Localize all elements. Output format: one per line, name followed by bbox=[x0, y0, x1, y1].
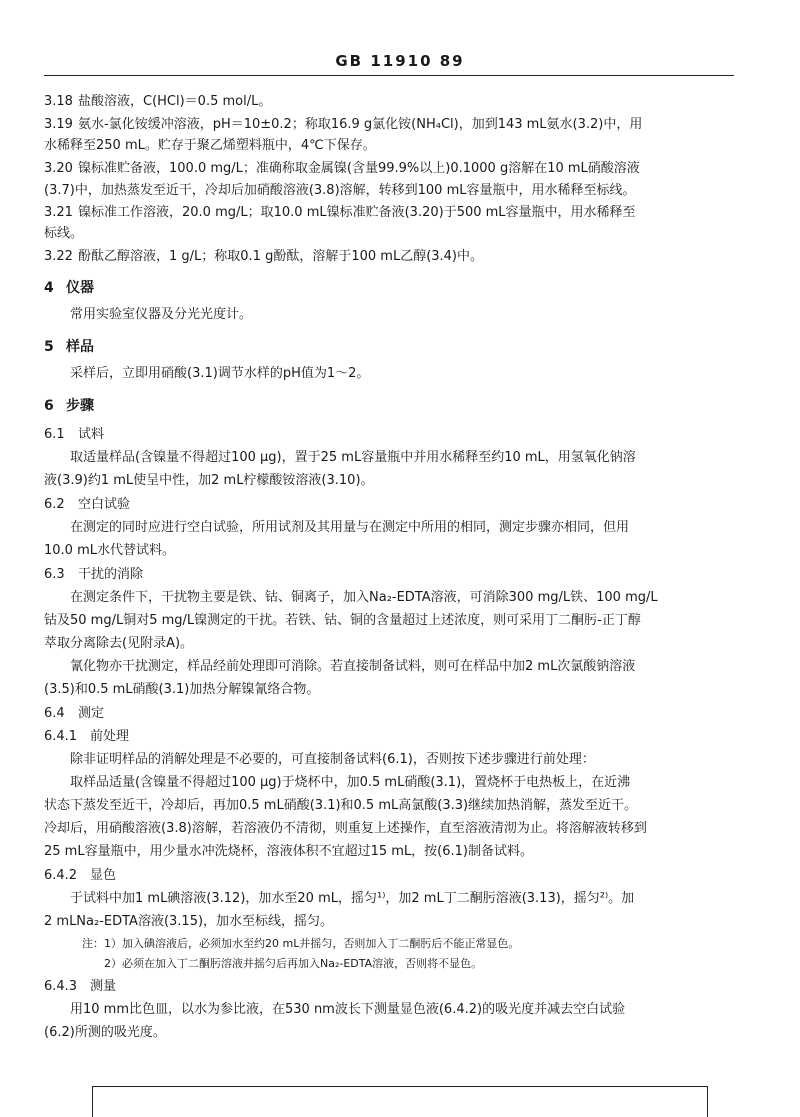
section-4-body: 常用实验室仪器及分光光度计。 bbox=[70, 307, 253, 322]
subsection-6-3-line: 在测定条件下，干扰物主要是铁、钴、铜离子，加入Na₂-EDTA溶液，可消除300 mg/L铁、100 mg/L bbox=[70, 590, 658, 605]
subsection-6-4-2-line: 2 mLNa₂-EDTA溶液(3.15)，加水至标线，摇匀。 bbox=[44, 914, 334, 929]
reagent-3-18: 3.18 盐酸溶液，C(HCl)＝0.5 mol/L。 bbox=[44, 94, 272, 109]
page-header: GB 11910 89 bbox=[335, 52, 465, 70]
subsection-6-2-heading: 6.2 空白试验 bbox=[44, 497, 131, 512]
subsection-6-3-line: (3.5)和0.5 mL硝酸(3.1)加热分解镍氰络合物。 bbox=[44, 682, 320, 697]
section-6-heading: 6 步骤 bbox=[44, 398, 94, 414]
subsection-6-2-line: 在测定的同时应进行空白试验，所用试剂及其用量与在测定中所用的相同，测定步骤亦相同，但用 bbox=[70, 520, 630, 535]
subsection-6-4-3-heading: 6.4.3 测量 bbox=[44, 979, 117, 994]
subsection-6-3-line: 钴及50 mg/L铜对5 mg/L镍测定的干扰。若铁、钴、铜的含量超过上述浓度，则可采用丁二酮肟-正丁醇 bbox=[44, 613, 641, 628]
section-4-heading: 4 仪器 bbox=[44, 280, 94, 296]
subsection-6-3-heading: 6.3 干扰的消除 bbox=[44, 567, 144, 582]
subsection-6-4-1-heading: 6.4.1 前处理 bbox=[44, 729, 130, 744]
subsection-6-4-1-line: 除非证明样品的消解处理是不必要的，可直接制备试料(6.1)，否则按下述步骤进行前处理： bbox=[70, 752, 595, 767]
reagent-3-21-cont: 标线。 bbox=[44, 226, 84, 241]
subsection-6-4-2-line: 于试料中加1 mL碘溶液(3.12)，加水至20 mL，摇匀¹⁾，加2 mL丁二酮肟溶液(3.13)，摇匀²⁾。加 bbox=[70, 891, 635, 906]
subsection-6-1-heading: 6.1 试料 bbox=[44, 427, 105, 442]
section-5-body: 采样后，立即用硝酸(3.1)调节水样的pH值为1～2。 bbox=[70, 366, 370, 381]
subsection-6-1-line: 液(3.9)约1 mL使呈中性，加2 mL柠檬酸铵溶液(3.10)。 bbox=[44, 473, 374, 488]
reagent-3-19: 3.19 氨水-氯化铵缓冲溶液，pH＝10±0.2；称取16.9 g氯化铵(NH₄Cl)，加到143 mL氨水(3.2)中，用 bbox=[44, 117, 643, 132]
section-5-heading: 5 样品 bbox=[44, 339, 94, 355]
reagent-3-20: 3.20 镍标准贮备液，100.0 mg/L；准确称取金属镍(含量99.9%以上)0.1000 g溶解在10 mL硝酸溶液 bbox=[44, 161, 640, 176]
subsection-6-3-line: 氰化物亦干扰测定，样品经前处理即可消除。若直接制备试料，则可在样品中加2 mL次氯酸钠溶液 bbox=[70, 659, 636, 674]
subsection-6-4-2-heading: 6.4.2 显色 bbox=[44, 868, 117, 883]
header-rule bbox=[44, 75, 734, 76]
subsection-6-4-1-line: 25 mL容量瓶中，用少量水冲洗烧杯，溶液体积不宜超过15 mL，按(6.1)制备试料。 bbox=[44, 844, 533, 859]
subsection-6-4-1-line: 状态下蒸发至近干，冷却后，再加0.5 mL硝酸(3.1)和0.5 mL高氯酸(3.3)继续加热消解，蒸发至近干。 bbox=[44, 798, 638, 813]
footnote-2: 2）必须在加入丁二酮肟溶液并摇匀后再加入Na₂-EDTA溶液，否则将不显色。 bbox=[104, 957, 483, 970]
subsection-6-1-line: 取适量样品(含镍量不得超过100 μg)，置于25 mL容量瓶中并用水稀释至约10 mL，用氢氧化钠溶 bbox=[70, 450, 636, 465]
subsection-6-4-3-line: 用10 mm比色皿，以水为参比液，在530 nm波长下测量显色液(6.4.2)的吸光度并减去空白试验 bbox=[70, 1002, 626, 1017]
subsection-6-4-1-line: 冷却后，用硝酸溶液(3.8)溶解，若溶液仍不清彻，则重复上述操作，直至溶液清沏为止。将溶解液转移到 bbox=[44, 821, 647, 836]
subsection-6-4-3-line: (6.2)所测的吸光度。 bbox=[44, 1025, 166, 1040]
subsection-6-3-line: 萃取分离除去(见附录A)。 bbox=[44, 636, 194, 651]
subsection-6-4-heading: 6.4 测定 bbox=[44, 706, 105, 721]
subsection-6-2-line: 10.0 mL水代替试料。 bbox=[44, 543, 175, 558]
subsection-6-4-1-line: 取样品适量(含镍量不得超过100 μg)于烧杯中，加0.5 mL硝酸(3.1)，置烧杯于电热板上，在近沸 bbox=[70, 775, 631, 790]
reagent-3-22: 3.22 酚酞乙醇溶液，1 g/L；称取0.1 g酚酞，溶解于100 mL乙醇(3.4)中。 bbox=[44, 249, 484, 264]
reagent-3-21: 3.21 镍标准工作溶液，20.0 mg/L；取10.0 mL镍标准贮备液(3.20)于500 mL容量瓶中，用水稀释至 bbox=[44, 205, 636, 220]
footnote-1: 注：1）加入碘溶液后，必须加水至约20 mL并摇匀，否则加入丁二酮肟后不能正常显色。 bbox=[82, 937, 520, 950]
reagent-3-20-cont: (3.7)中，加热蒸发至近干，冷却后加硝酸溶液(3.8)溶解，转移到100 mL容量瓶中，用水稀释至标线。 bbox=[44, 183, 636, 198]
bottom-frame bbox=[92, 1086, 708, 1117]
reagent-3-19-cont: 水稀释至250 mL。贮存于聚乙烯塑料瓶中，4℃下保存。 bbox=[44, 138, 376, 153]
